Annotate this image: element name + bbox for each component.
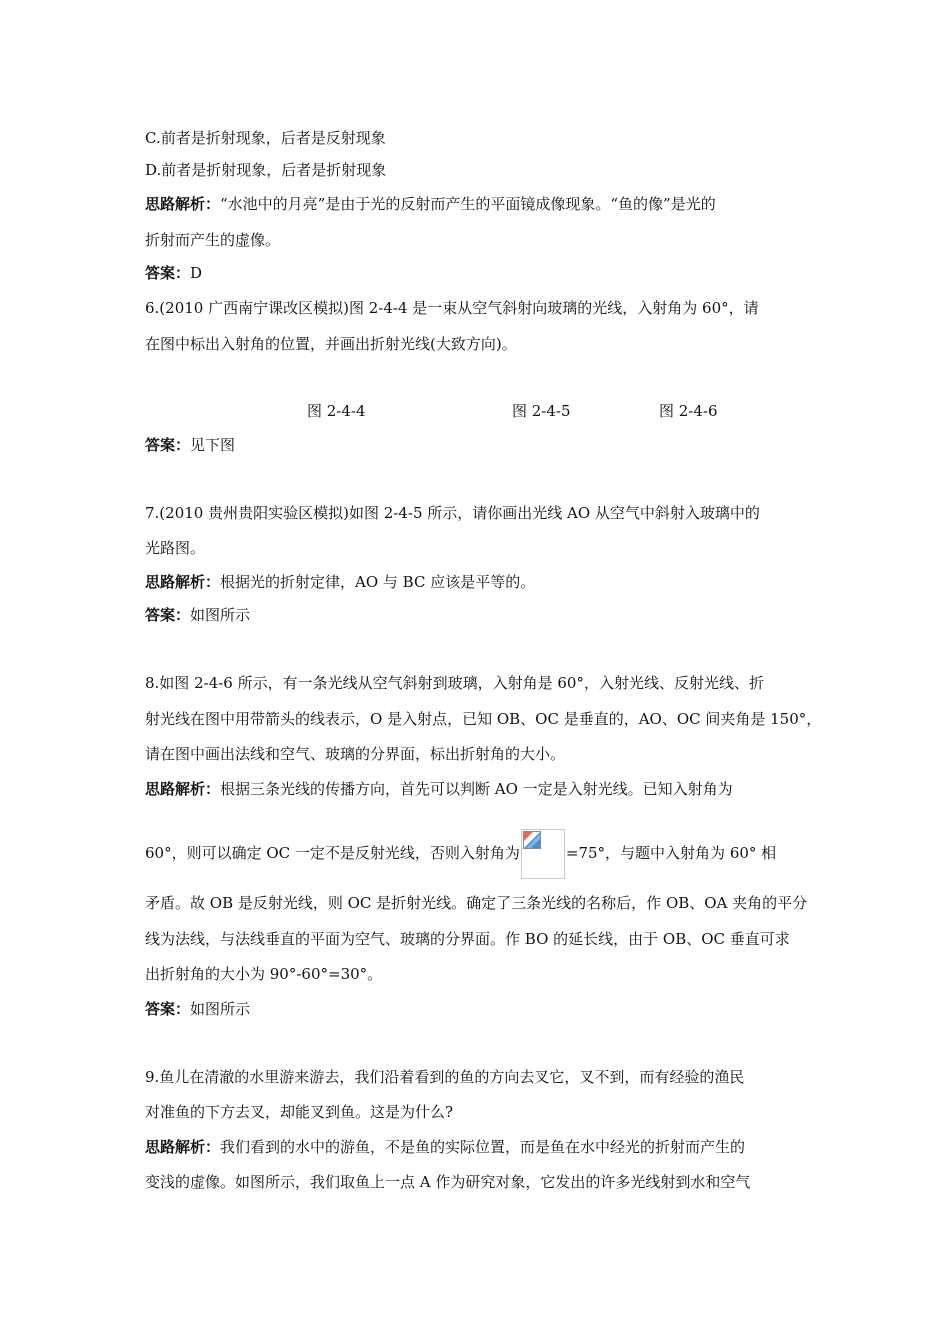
analysis-8-line-5: 出折射角的大小为 90°-60°=30°。 — [145, 965, 383, 983]
analysis-7 — [145, 572, 535, 592]
figure-label-2-4-4: 图 2-4-4 — [307, 402, 366, 420]
analysis-text: =75°，与题中入射角为 60° 相 — [565, 844, 777, 862]
analysis-text: “水池中的月亮”是由于光的反射而产生的平面镜成像现象。“鱼的像”是光的 — [220, 195, 716, 213]
analysis-label: 思路解析： — [145, 780, 221, 798]
answer-text: D — [190, 264, 203, 282]
analysis-label: 思路解析： — [145, 1138, 221, 1156]
analysis-label: 思路解析： — [145, 573, 221, 591]
answer-text: 见下图 — [190, 436, 236, 454]
question-9-line-1: 9.鱼儿在清澈的水里游来游去，我们沿着看到的鱼的方向去叉它，叉不到，而有经验的渔民 — [145, 1068, 745, 1086]
analysis-label: 思路解析： — [145, 195, 221, 213]
analysis-text: 60°，则可以确定 OC 一定不是反射光线，否则入射角为 — [145, 844, 520, 862]
question-7-line-1: 7.(2010 贵州贵阳实验区模拟)如图 2-4-5 所示，请你画出光线 AO 从空气中斜射入玻璃中的 — [145, 504, 760, 522]
question-8-line-1: 8.如图 2-4-6 所示，有一条光线从空气斜射到玻璃，入射角是 60°，入射光线、反射光线、折 — [145, 674, 764, 692]
question-8-line-3: 请在图中画出法线和空气、玻璃的分界面，标出折射角的大小。 — [145, 745, 566, 763]
answer-label: 答案： — [145, 436, 191, 454]
question-9-line-2: 对准鱼的下方去叉，却能叉到鱼。这是为什么? — [145, 1103, 454, 1121]
question-7-line-2: 光路图。 — [145, 539, 206, 557]
analysis-text: 我们看到的水中的游鱼，不是鱼的实际位置，而是鱼在水中经光的折射而产生的 — [220, 1138, 746, 1156]
analysis-8-line-4: 线为法线，与法线垂直的平面为空气、玻璃的分界面。作 BO 的延长线，由于 OB、OC 垂直可求 — [145, 930, 790, 948]
analysis-text: 根据三条光线的传播方向，首先可以判断 AO 一定是入射光线。已知入射角为 — [220, 780, 733, 798]
answer-text: 如图所示 — [190, 606, 251, 624]
option-d: D.前者是折射现象，后者是折射现象 — [145, 161, 387, 179]
analysis-9-line-2: 变浅的虚像。如图所示，我们取鱼上一点 A 作为研究对象，它发出的许多光线射到水和空气 — [145, 1173, 751, 1191]
analysis-5-line-1 — [145, 194, 716, 214]
analysis-8-line-1 — [145, 779, 733, 799]
question-6-line-1: 6.(2010 广西南宁课改区模拟)图 2-4-4 是一束从空气斜射向玻璃的光线，入射角为 60°，请 — [145, 299, 759, 317]
option-c: C.前者是折射现象，后者是反射现象 — [145, 129, 386, 147]
figure-label-2-4-5: 图 2-4-5 — [512, 402, 571, 420]
answer-8 — [145, 999, 250, 1019]
broken-image-icon — [521, 829, 565, 879]
answer-label: 答案： — [145, 264, 191, 282]
question-6-line-2: 在图中标出入射角的位置，并画出折射光线(大致方向)。 — [145, 335, 517, 353]
question-8-line-2: 射光线在图中用带箭头的线表示，O 是入射点，已知 OB、OC 是垂直的，AO、OC 间夹角是 150°， — [145, 710, 822, 728]
analysis-5-line-2: 折射而产生的虚像。 — [145, 231, 281, 249]
answer-7 — [145, 605, 250, 625]
analysis-text: 根据光的折射定律，AO 与 BC 应该是平等的。 — [220, 573, 536, 591]
answer-6 — [145, 435, 235, 455]
answer-label: 答案： — [145, 1000, 191, 1018]
answer-5 — [145, 263, 202, 283]
answer-text: 如图所示 — [190, 1000, 251, 1018]
analysis-9-line-1 — [145, 1137, 745, 1157]
figure-label-2-4-6: 图 2-4-6 — [659, 402, 718, 420]
answer-label: 答案： — [145, 606, 191, 624]
analysis-8-line-3: 矛盾。故 OB 是反射光线，则 OC 是折射光线。确定了三条光线的名称后，作 OB、OA 夹角的平分 — [145, 894, 808, 912]
analysis-8-line-2 — [145, 828, 776, 878]
